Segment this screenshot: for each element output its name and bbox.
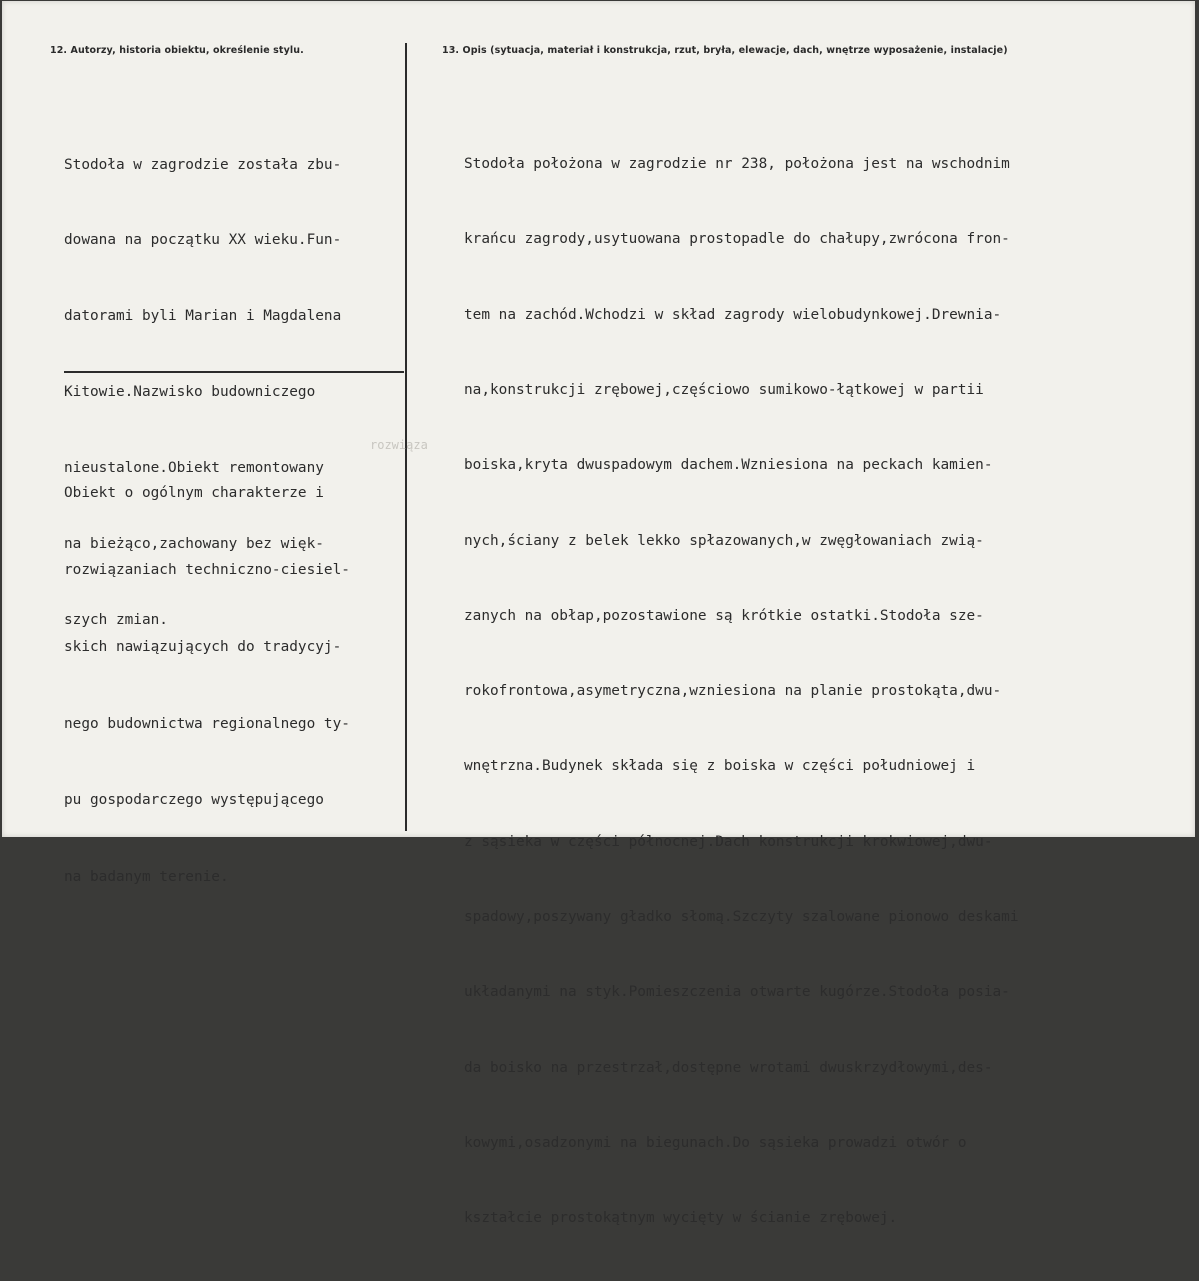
text-line: boiska,kryta dwuspadowym dachem.Wzniesiona na peckach kamien- — [464, 457, 993, 474]
text-line: Obiekt o ogólnym charakterze i — [64, 485, 324, 502]
text-line: z sąsieka w części północnej.Dach konstrukcji krokwiowej,dwu- — [464, 833, 993, 850]
text-line: kształcie prostokątnym wycięty w ścianie zrębowej. — [464, 1210, 898, 1227]
section-13-header: 13. Opis (sytuacja, materiał i konstrukcja, rzut, bryła, elewacje, dach, wnętrze wyposażenie, instalacje) — [442, 45, 1008, 56]
text-line: kowymi,osadzonymi na biegunach.Do sąsieka prowadzi otwór o — [464, 1134, 967, 1151]
text-line: pu gospodarczego występującego — [64, 792, 324, 809]
text-line: dowana na początku XX wieku.Fun- — [64, 232, 342, 249]
text-line: spadowy,poszywany gładko słomą.Szczyty szalowane pionowo deskami — [464, 909, 1019, 925]
text-line: na,konstrukcji zrębowej,częściowo sumikowo-łątkowej w partii — [464, 382, 984, 399]
column-divider — [405, 43, 407, 831]
text-line: Stodoła położona w zagrodzie nr 238, położona jest na wschodnim — [464, 156, 1010, 173]
section-12-header: 12. Autorzy, historia obiektu, określenie stylu. — [50, 45, 304, 56]
text-line: krańcu zagrody,usytuowana prostopadle do chałupy,zwrócona fron- — [464, 231, 1010, 248]
document-sheet — [2, 1, 1195, 1227]
text-line: tem na zachód.Wchodzi w skład zagrody wielobudynkowej.Drewnia- — [464, 306, 1002, 323]
text-line: na badanym terenie. — [64, 869, 229, 886]
style-text — [64, 430, 350, 942]
text-line: na bieżąco,zachowany bez więk- — [64, 536, 324, 553]
text-line: nych,ściany z belek lekko spłazowanych,w zwęgłowaniach zwią- — [464, 532, 984, 549]
text-line: Kitowie.Nazwisko budowniczego — [64, 384, 316, 401]
text-line: nieustalone.Obiekt remontowany — [64, 460, 324, 477]
text-line: Stodoła w zagrodzie została zbu- — [64, 156, 342, 173]
text-line: szych zmian. — [64, 611, 168, 628]
text-line: układanymi na styk.Pomieszczenia otwarte kugórze.Stodoła posia- — [464, 984, 1010, 1001]
text-line: da boisko na przestrzał,dostępne wrotami dwuskrzydłowymi,des- — [464, 1059, 993, 1076]
description-text — [464, 102, 1019, 1281]
text-line: zanych na obłap,pozostawione są krótkie ostatki.Stodoła sze- — [464, 607, 984, 624]
bleed-through-text: rozwiąza — [370, 438, 428, 452]
text-line: datorami byli Marian i Magdalena — [64, 308, 342, 325]
text-line: wnętrzna.Budynek składa się z boiska w części południowej i — [464, 758, 976, 775]
text-line: rokofrontowa,asymetryczna,wzniesiona na planie prostokąta,dwu- — [464, 683, 1002, 700]
text-line: rozwiązaniach techniczno-ciesiel- — [64, 561, 350, 578]
text-line: nego budownictwa regionalnego ty- — [64, 715, 350, 732]
text-line: skich nawiązujących do tradycyj- — [64, 638, 342, 655]
